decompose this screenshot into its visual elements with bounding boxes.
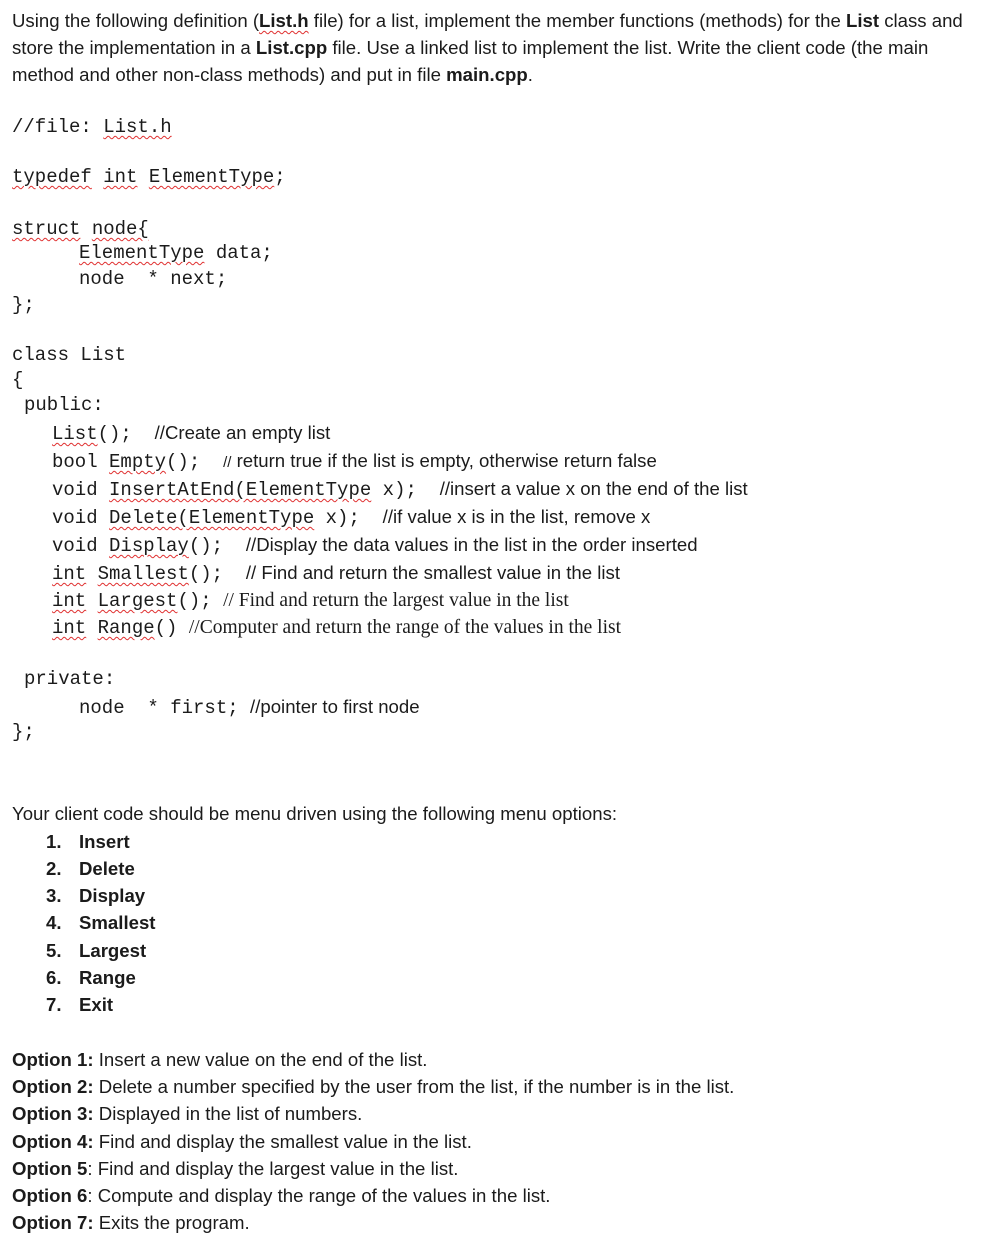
code-struct-field-data: ElementType data; [79,242,273,264]
menu-item: 3. Display [46,885,146,906]
code-private-field: node * first; //pointer to first node [79,696,420,719]
code-method-smallest: int Smallest(); // Find and return the smallest value in the list [52,562,621,585]
code-struct-close: }; [12,294,35,316]
intro-paragraph [12,7,992,88]
class-name: List [845,10,880,31]
intro-text: . [527,64,533,85]
code-method-empty: bool Empty(); // return true if the list is empty, otherwise return false [52,450,657,473]
code-typedef-line: typedef int ElementType; [12,166,286,188]
code-method-largest: int Largest(); // Find and return the largest value in the list [52,590,569,612]
code-class-line: class List [12,344,127,366]
option-description: Option 2: Delete a number specified by the user from the list, if the number is in the list. [12,1076,735,1097]
intro-text: Using the following definition ( [12,10,260,31]
main-file-name: main.cpp [446,64,528,85]
code-method-insert: void InsertAtEnd(ElementType x); //insert a value x on the end of the list [52,478,748,501]
code-struct-line: struct node{ [12,218,149,240]
code-method-delete: void Delete(ElementType x); //if value x is in the list, remove x [52,506,651,529]
header-file-name: List.h [259,10,309,31]
code-class-open: { [12,369,24,391]
code-method-range: int Range() //Computer and return the range of the values in the list [52,617,621,639]
option-description: Option 7: Exits the program. [12,1212,250,1233]
code-private-label: private: [24,668,116,690]
option-description: Option 1: Insert a new value on the end of the list. [12,1049,428,1070]
impl-file-name: List.cpp [255,37,328,58]
option-description: Option 6: Compute and display the range of the values in the list. [12,1185,551,1206]
intro-text: file) for a list, implement the member functions (methods) for the [308,10,846,31]
menu-intro: Your client code should be menu driven using the following menu options: [12,803,618,824]
menu-item: 5. Largest [46,940,147,961]
intro-text: class and store the implementation in a [12,10,963,58]
option-description: Option 5: Find and display the largest value in the list. [12,1158,459,1179]
intro-text: file. Use a linked list to implement the list. Write the client code (the main method and other non-class methods) and put in file [12,37,929,85]
code-file-comment: //file: List.h [12,116,172,138]
code-method-display: void Display(); //Display the data values in the list in the order inserted [52,534,698,557]
menu-item: 1. Insert [46,831,130,852]
code-struct-field-next: node * next; [79,268,228,290]
menu-item: 4. Smallest [46,912,156,933]
menu-item: 7. Exit [46,994,114,1015]
code-public-label: public: [24,394,104,416]
code-method-constructor: List(); //Create an empty list [52,422,331,445]
code-class-close: }; [12,721,35,743]
option-description: Option 3: Displayed in the list of numbers. [12,1103,363,1124]
option-description: Option 4: Find and display the smallest value in the list. [12,1131,472,1152]
menu-item: 2. Delete [46,858,135,879]
menu-item: 6. Range [46,967,136,988]
